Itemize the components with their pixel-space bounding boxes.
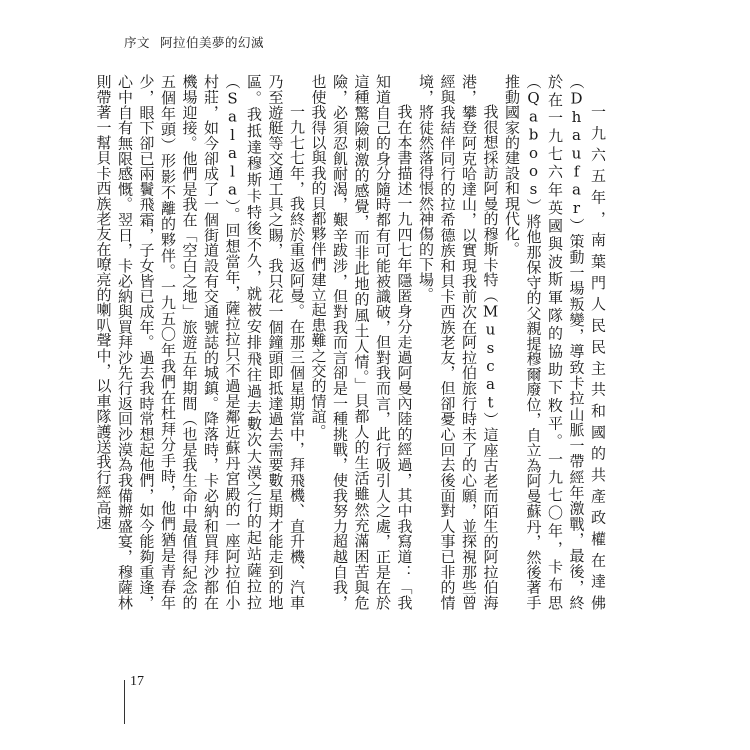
header-title: 阿拉伯美夢的幻滅: [160, 35, 265, 50]
paragraph: 一九六五年，南葉門人民民主共和國的共產政權在達佛（Dhaufar）策動一場叛變，導致卡拉山脈一帶經年激戰，最後，終於在一九七六年英國與波斯軍隊的協助下敉平。一九七〇年，卡布思（Qaboos）將他那保守的父親提穆爾廢位，自立為阿曼蘇丹，然後著手推動國家的建設和現代化。: [503, 74, 607, 610]
paragraph: 我在本書描述一九四七年隱匿身分走過阿曼內陸的經過，其中我寫道：「我知道自己的身分隨時都有可能被識破，但對我而言，此行吸引人之處，正是在於這種驚險刺激的感覺，而非此地的風土人情。」貝都人的生活雖然充滿困苦與危險，必須忍飢耐渴，艱辛跋涉，但對我而言卻是一種挑戰，使我努力超越自我，也使我得以與我的貝都夥伴們建立起患難之交的情誼。: [309, 74, 414, 610]
paragraph: 我很想採訪阿曼的穆斯卡特（Muscat）這座古老而陌生的阿拉伯海港，攀登阿克哈達山，以實現我前次在阿拉伯旅行時未了的心願，並探視那些曾經與我結伴同行的拉希德族和貝卡西族老友，但卻憂心回去後面對人事已非的情境，將徒然落得悵然神傷的下場。: [417, 74, 500, 610]
body-text: [94, 74, 608, 610]
paragraph: 一九七七年，我終於重返阿曼。在那三個星期當中，拜飛機、直升機、汽車乃至遊艇等交通工具之賜，我只花一個鐘頭即抵達過去需要數星期才能走到的地區。我抵達穆斯卡特後不久，就被安排飛往過去數次大漠之行的起站薩拉拉（Salala）。回想當年，薩拉拉只不過是鄰近蘇丹宮殿的一座阿拉伯小村莊，如今卻成了一個街道設有交通號誌的城鎮。降落時，卡必納和買拜沙都在機場迎接。他們是我在「空白之地」旅遊五年期間（也是我生命中最值得紀念的五個年頭）形影不離的夥伴。一九五〇年我們在杜拜分手時，他們猶是青春年少，眼下卻已兩鬢飛霜，子女皆已成年。過去我時常想起他們，如今能夠重逢，心中自有無限感慨。翌日，卡必納與買拜沙先行返回沙漠為我備辦盛宴，穆薩林則帶著一幫貝卡西族老友在嘹亮的喇叭聲中，以車隊護送我行經高速: [94, 74, 306, 610]
page-number: 17: [130, 674, 144, 689]
page-folio: [124, 674, 184, 724]
folio-rule: [124, 680, 125, 724]
header-section-label: 序文: [124, 35, 151, 50]
running-header: [124, 35, 684, 51]
